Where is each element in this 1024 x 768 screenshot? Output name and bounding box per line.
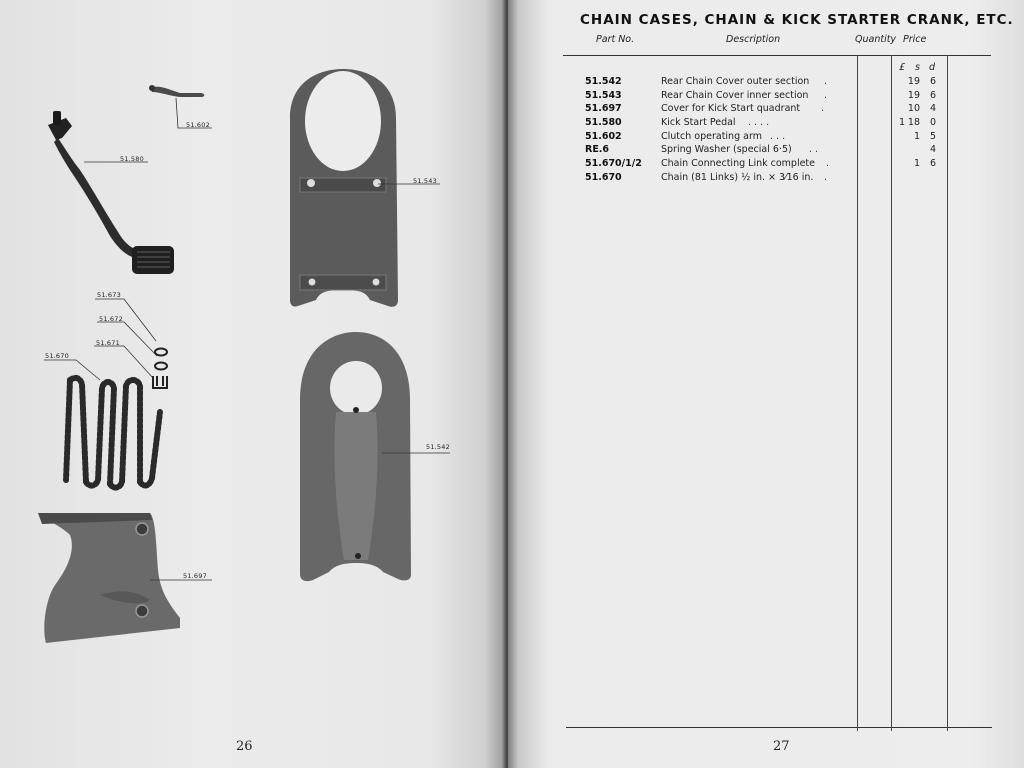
header-quantity: Quantity	[855, 34, 897, 45]
row-leader-dots: .	[824, 90, 828, 101]
page-title: CHAIN CASES, CHAIN & KICK STARTER CRANK, ETC.	[580, 12, 1014, 28]
row-price-pence: 4	[929, 144, 936, 155]
row-part-no: 51.670	[585, 172, 622, 183]
label-51672: 51.672	[99, 315, 123, 323]
label-51542: 51.542	[426, 443, 450, 451]
label-51670: 51.670	[45, 352, 69, 360]
row-part-no: 51.542	[585, 76, 622, 87]
row-part-no: 51.602	[585, 131, 622, 142]
currency-shillings: s	[915, 62, 920, 73]
row-leader-dots: .	[826, 158, 830, 169]
row-part-no: 51.580	[585, 117, 622, 128]
label-51543: 51.543	[413, 177, 437, 185]
row-leader-dots: .	[824, 76, 828, 87]
parts-illustration	[0, 0, 505, 768]
header-part-no: Part No.	[596, 34, 635, 45]
page-number-right: 27	[773, 739, 790, 754]
clutch-arm-drawing	[149, 85, 204, 97]
row-price-pence: 6	[929, 158, 936, 169]
header-description: Description	[726, 34, 781, 45]
row-description: Kick Start Pedal	[661, 117, 736, 128]
quantity-column-rule-right	[891, 55, 892, 731]
page-number-left: 26	[236, 739, 253, 754]
row-description: Spring Washer (special 6·5)	[661, 144, 792, 155]
row-price-pence: 4	[929, 103, 936, 114]
row-leader-dots: .	[824, 172, 828, 183]
row-price-shillings: 10	[907, 103, 920, 114]
chain-cover-inner-drawing	[290, 69, 398, 307]
row-part-no: 51.697	[585, 103, 622, 114]
row-leader-dots: .	[821, 103, 825, 114]
quantity-column-rule-left	[857, 55, 858, 731]
chain-drawing	[66, 378, 160, 488]
row-part-no: RE.6	[585, 144, 610, 155]
currency-pence: d	[929, 62, 936, 73]
row-price-shillings: 19	[907, 90, 920, 101]
kick-start-pedal-drawing	[48, 111, 174, 274]
row-leader-dots: . . .	[770, 131, 786, 142]
row-price-pounds: 1	[898, 117, 905, 128]
row-price-pence: 6	[929, 76, 936, 87]
header-price: Price	[903, 34, 927, 45]
row-price-shillings: 1	[913, 158, 920, 169]
row-leader-dots: . .	[809, 144, 819, 155]
row-price-pence: 5	[929, 131, 936, 142]
row-price-pence: 6	[929, 90, 936, 101]
currency-pounds: £	[899, 62, 906, 73]
row-leader-dots: . . . .	[748, 117, 770, 128]
label-51671: 51.671	[96, 339, 120, 347]
row-description: Clutch operating arm	[661, 131, 762, 142]
kick-start-quadrant-cover-drawing	[38, 513, 180, 643]
row-description: Cover for Kick Start quadrant	[661, 103, 801, 114]
label-51697: 51.697	[183, 572, 207, 580]
price-column-rule-right	[947, 55, 948, 731]
row-price-shillings: 18	[907, 117, 920, 128]
row-price-pence: 0	[929, 117, 936, 128]
row-description: Chain Connecting Link complete	[661, 158, 815, 169]
row-part-no: 51.543	[585, 90, 622, 101]
label-51580: 51.580	[120, 155, 144, 163]
label-51602: 51.602	[186, 121, 210, 129]
footer-rule	[566, 727, 992, 728]
left-page	[0, 0, 505, 768]
row-description: Rear Chain Cover inner section	[661, 90, 809, 101]
row-price-shillings: 1	[913, 131, 920, 142]
header-rule	[563, 55, 991, 56]
row-description: Rear Chain Cover outer section	[661, 76, 810, 87]
row-price-shillings: 19	[907, 76, 920, 87]
label-51673: 51.673	[97, 291, 121, 299]
chain-cover-outer-drawing	[300, 332, 411, 581]
row-description: Chain (81 Links) ½ in. × 3⁄16 in.	[661, 172, 814, 183]
row-part-no: 51.670/1/2	[585, 158, 642, 169]
